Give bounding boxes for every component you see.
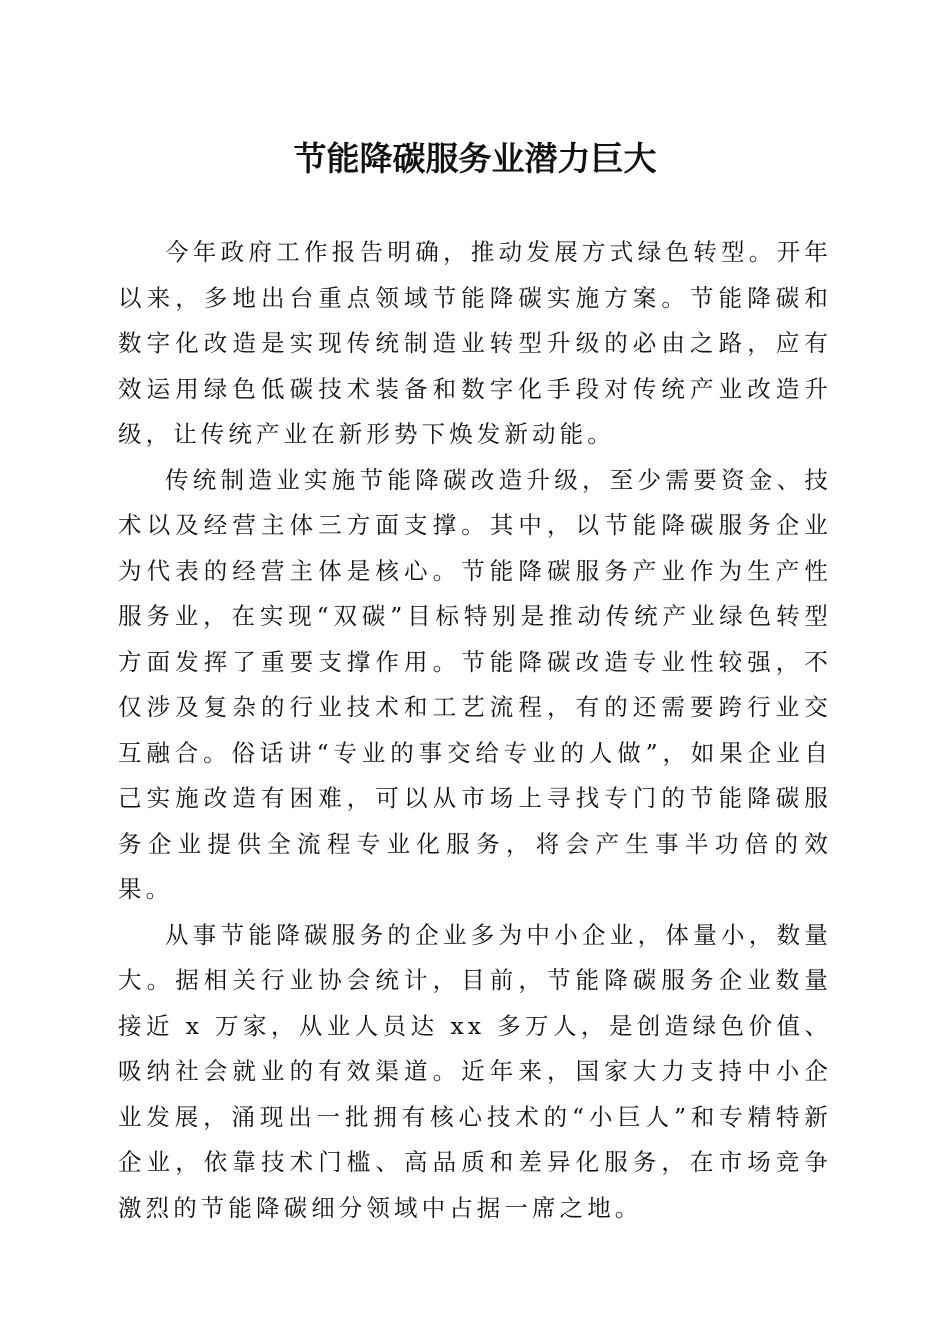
document-body (118, 230, 832, 1231)
paragraph-2: 传统制造业实施节能降碳改造升级，至少需要资金、技术以及经营主体三方面支撑。其中，以节能降碳服务企业为代表的经营主体是核心。节能降碳服务产业作为生产性服务业，在实现“双碳”目标特别是推动传统产业绿色转型方面发挥了重要支撑作用。节能降碳改造专业性较强，不仅涉及复杂的行业技术和工艺流程，有的还需要跨行业交互融合。俗话讲“专业的事交给专业的人做”，如果企业自己实施改造有困难，可以从市场上寻找专门的节能降碳服务企业提供全流程专业化服务，将会产生事半功倍的效果。 (118, 465, 832, 903)
paragraph-1: 今年政府工作报告明确，推动发展方式绿色转型。开年以来，多地出台重点领域节能降碳实施方案。节能降碳和数字化改造是实现传统制造业转型升级的必由之路，应有效运用绿色低碳技术装备和数字化手段对传统产业改造升级，让传统产业在新形势下焕发新动能。 (118, 238, 832, 448)
document-title: 节能降碳服务业潜力巨大 (293, 139, 657, 178)
paragraph-3: 从事节能降碳服务的企业多为中小企业，体量小，数量大。据相关行业协会统计，目前，节能降碳服务企业数量接近 x 万家，从业人员达 xx 多万人，是创造绿色价值、吸纳社会就业的有效渠道。近年来，国家大力支持中小企业发展，涌现出一批拥有核心技术的“小巨人”和专精特新企业，依靠技术门槛、高品质和差异化服务，在市场竞争激烈的节能降碳细分领域中占据一席之地。 (118, 920, 832, 1222)
